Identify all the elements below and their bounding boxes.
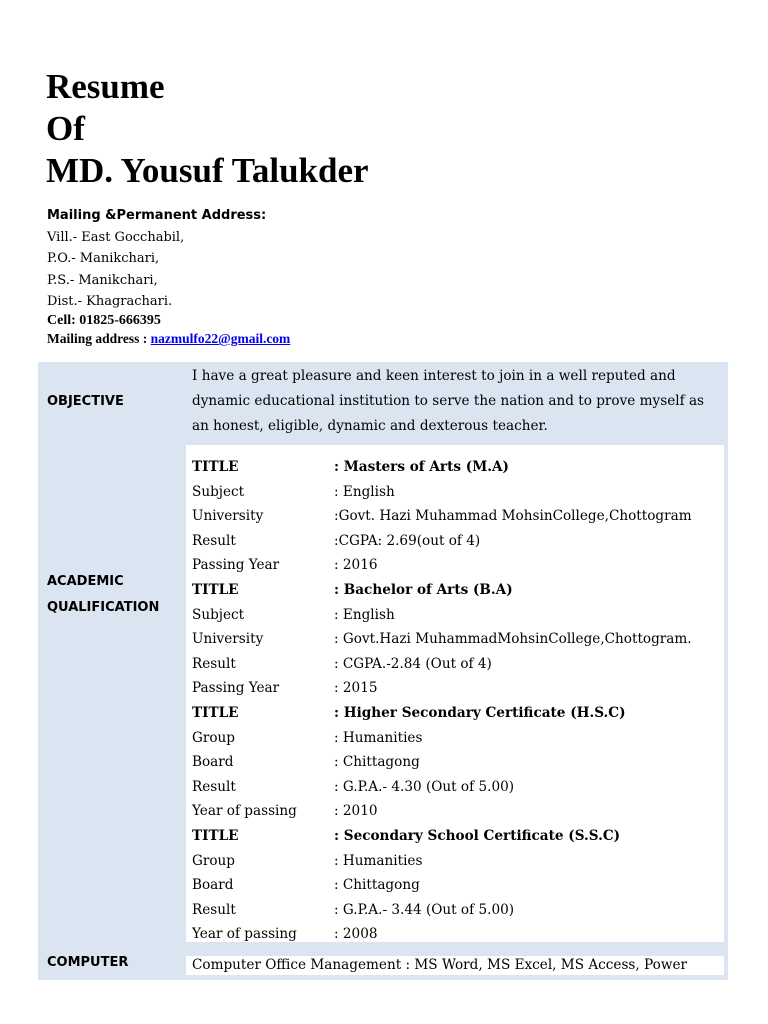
title-line-resume: Resume [46, 67, 165, 106]
qualification-detail-row [192, 849, 724, 874]
address-line-village: Vill.- East Gocchabil, [47, 230, 185, 245]
qualification-value: : English [334, 606, 395, 623]
qualification-detail-row [192, 627, 724, 652]
qualification-value: : Secondary School Certificate (S.S.C) [334, 827, 621, 844]
qualification-key: Year of passing [192, 803, 297, 820]
qualification-detail-row [192, 750, 724, 775]
qualification-value: : Chittagong [334, 877, 420, 894]
address-block [47, 205, 290, 347]
qualification-value: : G.P.A.- 4.30 (Out of 5.00) [334, 778, 515, 795]
academic-label-line2: QUALIFICATION [47, 600, 160, 615]
qualification-value: : Humanities [334, 729, 423, 746]
qualification-value: :CGPA: 2.69(out of 4) [334, 532, 481, 549]
qualification-detail-row [192, 726, 724, 751]
email-link[interactable]: nazmulfo22@gmail.com [150, 331, 291, 347]
address-line-post-office: P.O.- Manikchari, [47, 251, 160, 267]
qualification-value: : CGPA.-2.84 (Out of 4) [334, 655, 492, 672]
qualification-key: Subject [192, 606, 245, 623]
address-heading: Mailing &Permanent Address: [47, 208, 267, 223]
qualification-title-row [192, 824, 724, 849]
qualification-detail-row [192, 603, 724, 628]
qualification-value: : English [334, 483, 395, 500]
academic-label-cell [38, 440, 186, 948]
qualification-detail-row [192, 652, 724, 677]
qualification-detail-row [192, 553, 724, 578]
qualification-key: TITLE [192, 704, 239, 721]
computer-skills-text: Computer Office Management : MS Word, MS Excel, MS Access, Power [186, 956, 724, 975]
objective-label: OBJECTIVE [47, 394, 124, 409]
qualification-detail-row [192, 922, 724, 947]
qualification-detail-row [192, 480, 724, 505]
qualification-key: TITLE [192, 827, 239, 844]
qualification-key: Year of passing [192, 926, 297, 943]
qualification-value: : Govt.Hazi MuhammadMohsinCollege,Chottogram. [334, 631, 692, 648]
qualification-key: Board [192, 877, 234, 894]
qualification-value: : G.P.A.- 3.44 (Out of 5.00) [334, 901, 515, 918]
title-line-of: Of [46, 109, 85, 148]
qualification-detail-row [192, 898, 724, 923]
qualification-key: University [192, 631, 264, 648]
objective-row [38, 362, 728, 440]
qualification-key: Result [192, 901, 236, 918]
qualification-key: Group [192, 852, 235, 869]
qualification-key: Board [192, 754, 234, 771]
qualification-value: : Bachelor of Arts (B.A) [334, 581, 513, 598]
qualification-detail-row [192, 504, 724, 529]
qualification-detail-row [192, 676, 724, 701]
qualification-value: : 2010 [334, 803, 378, 820]
academic-label-line1: ACADEMIC [47, 574, 124, 589]
computer-row [38, 948, 728, 980]
objective-label-cell [38, 362, 186, 440]
qualification-detail-row [192, 799, 724, 824]
address-line-police-station: P.S.- Manikchari, [47, 272, 158, 288]
qualification-key: TITLE [192, 581, 239, 598]
qualification-detail-row [192, 529, 724, 554]
qualification-key: Result [192, 778, 236, 795]
qualification-value: : 2016 [334, 557, 378, 574]
academic-details [186, 445, 724, 942]
mailing-address-line [47, 330, 290, 347]
qualification-key: Passing Year [192, 557, 280, 574]
computer-label-cell [38, 948, 186, 980]
qualification-key: Result [192, 655, 236, 672]
title-line-name: MD. Yousuf Talukder [46, 151, 369, 190]
address-line-district: Dist.- Khagrachari. [47, 293, 173, 309]
qualification-value: : Chittagong [334, 754, 420, 771]
qualification-title-row [192, 455, 724, 480]
qualification-title-row [192, 701, 724, 726]
qualification-key: Group [192, 729, 235, 746]
resume-title [46, 66, 369, 192]
academic-row [38, 440, 728, 948]
qualification-key: Passing Year [192, 680, 280, 697]
computer-label: COMPUTER [47, 955, 129, 970]
resume-table [38, 362, 728, 980]
qualification-value: : 2008 [334, 926, 378, 943]
mailing-address-label: Mailing address : [47, 331, 148, 347]
qualification-key: Result [192, 532, 236, 549]
qualification-value: :Govt. Hazi Muhammad MohsinCollege,Chottogram [334, 508, 692, 525]
qualification-key: TITLE [192, 459, 239, 475]
qualification-value: : Higher Secondary Certificate (H.S.C) [334, 704, 626, 721]
qualification-value: : Masters of Arts (M.A) [334, 459, 509, 475]
qualification-key: Subject [192, 483, 245, 500]
cell-number: Cell: 01825-666395 [47, 313, 161, 329]
qualification-detail-row [192, 873, 724, 898]
objective-text: I have a great pleasure and keen interest to join in a well reputed and dynamic educational institution to serve the nation and to prove myself as an honest, eligible, dynamic and dexterous teacher. [192, 368, 705, 434]
qualification-value: : 2015 [334, 680, 378, 697]
qualification-value: : Humanities [334, 852, 423, 869]
qualification-key: University [192, 508, 264, 525]
qualification-title-row [192, 578, 724, 603]
qualification-detail-row [192, 775, 724, 800]
